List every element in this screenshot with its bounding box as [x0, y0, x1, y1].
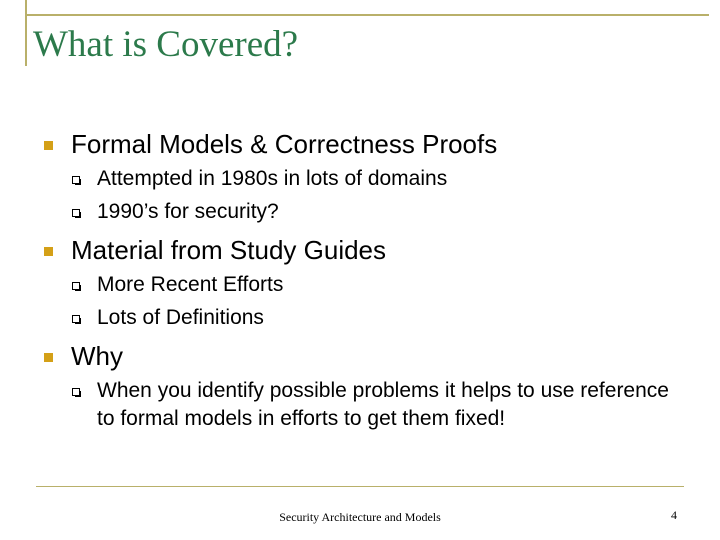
sub-bullet-item: [44, 165, 684, 193]
sub-bullet-item: [44, 377, 684, 433]
sub-bullet-text: Attempted in 1980s in lots of domains: [97, 167, 448, 190]
sub-bullet-item: [44, 304, 684, 332]
decorative-top-line: [25, 14, 709, 16]
sub-bullet-item: [44, 198, 684, 226]
square-bullet-icon: [44, 353, 53, 362]
shadowed-box-bullet-icon: [72, 176, 80, 184]
slide-title: What is Covered?: [33, 24, 299, 65]
decorative-vertical-line: [25, 0, 27, 66]
shadowed-box-bullet-icon: [72, 209, 80, 217]
shadowed-box-bullet-icon: [72, 315, 80, 323]
sub-bullet-text: Lots of Definitions: [97, 306, 264, 329]
page-number: 4: [671, 508, 677, 522]
bullet-item: [44, 128, 684, 160]
shadowed-box-bullet-icon: [72, 282, 80, 290]
footer-divider: [36, 486, 684, 487]
square-bullet-icon: [44, 247, 53, 256]
bullet-text: Why: [71, 341, 123, 371]
bullet-list: [44, 128, 684, 433]
bullet-item: [44, 234, 684, 266]
shadowed-box-bullet-icon: [72, 388, 80, 396]
square-bullet-icon: [44, 141, 53, 150]
bullet-item: [44, 340, 684, 372]
sub-bullet-text: More Recent Efforts: [97, 273, 284, 296]
slide-footer: Security Architecture and Models: [279, 510, 441, 524]
sub-bullet-text: When you identify possible problems it helps to use reference to formal models in efforts to get them fixed!: [97, 379, 669, 430]
bullet-text: Material from Study Guides: [71, 235, 387, 265]
sub-bullet-item: [44, 271, 684, 299]
bullet-text: Formal Models & Correctness Proofs: [71, 129, 498, 159]
sub-bullet-text: 1990’s for security?: [97, 200, 279, 223]
